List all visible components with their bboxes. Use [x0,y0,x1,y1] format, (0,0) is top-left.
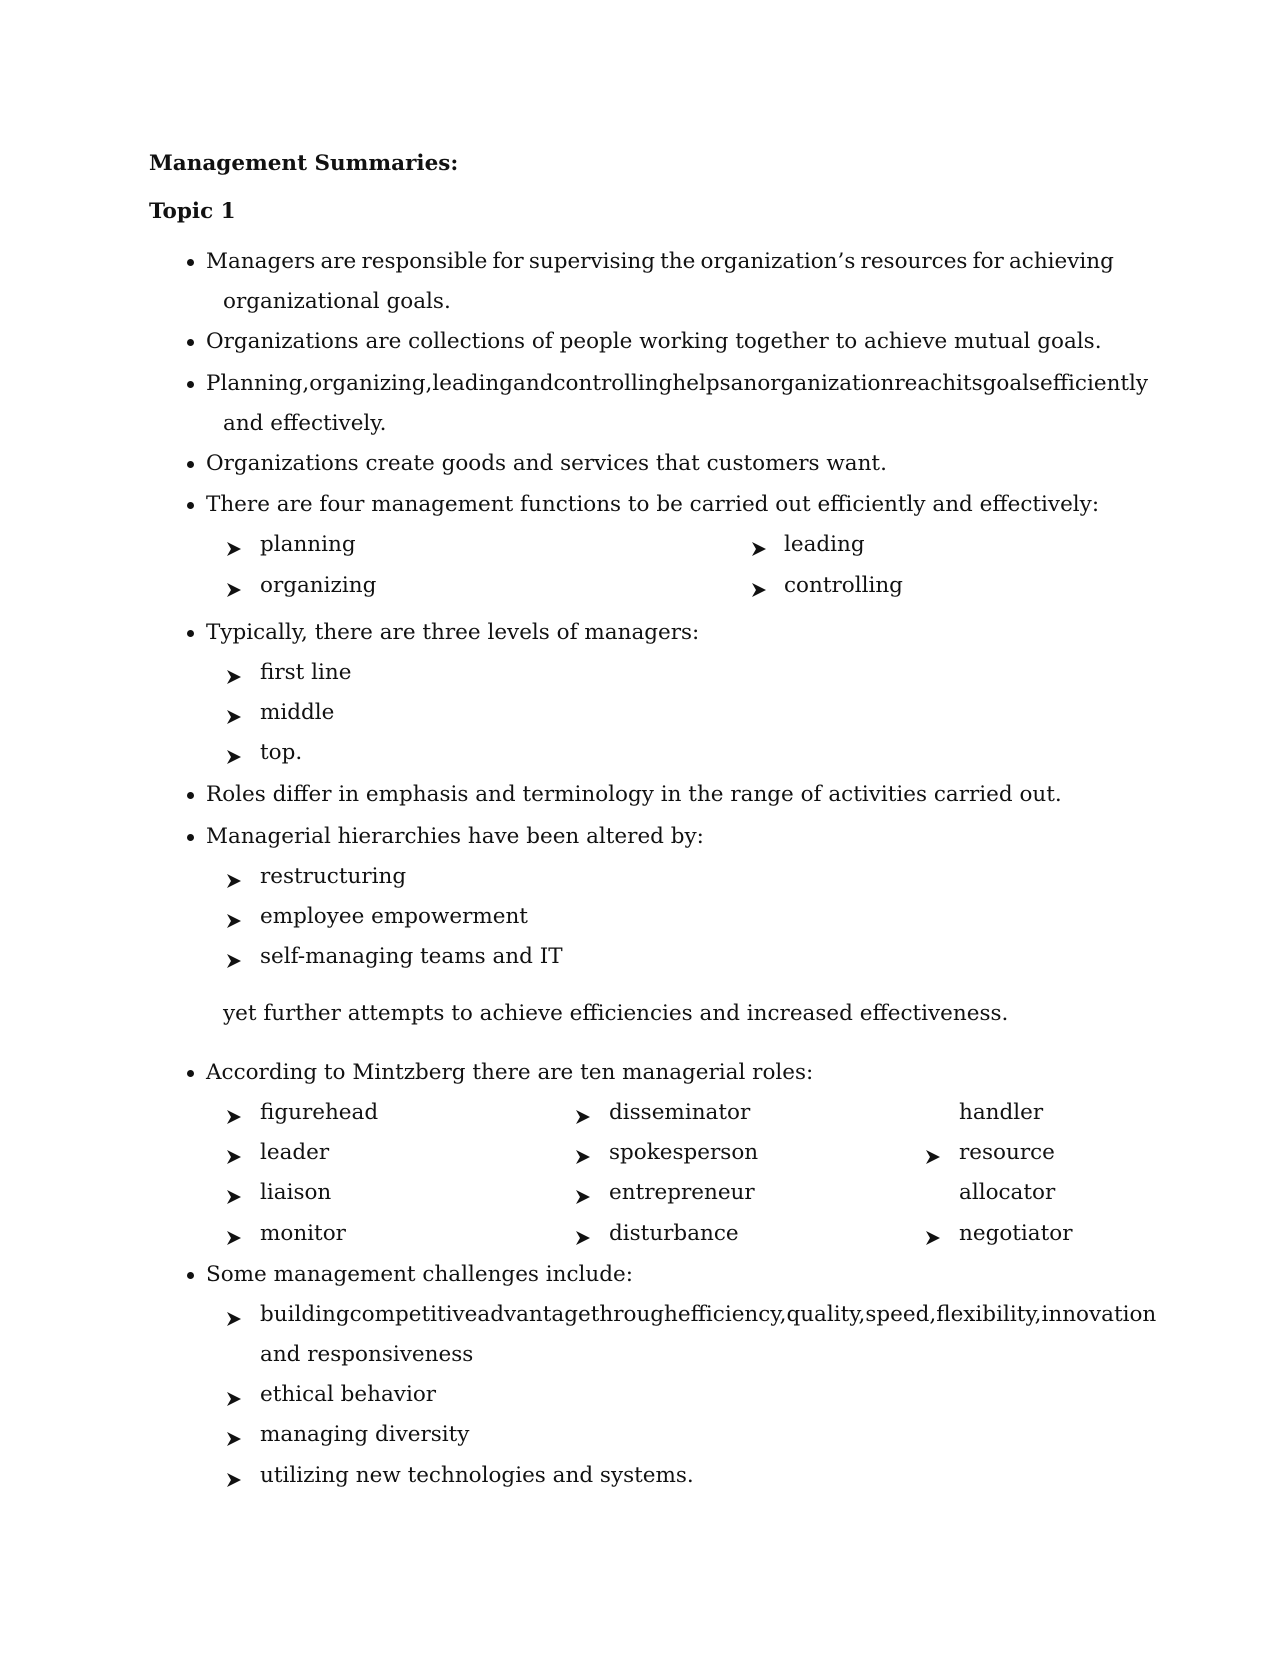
role-item: leader [260,1140,330,1165]
bullet-icon [187,502,194,509]
bullet-icon [187,1070,194,1077]
word: for [492,249,524,274]
level-item: first line [260,660,352,685]
arrow-bullet-icon [226,541,242,557]
word: controlling [553,371,673,396]
arrow-bullet-icon [751,541,767,557]
arrow-bullet-icon [226,749,242,765]
word: organization [757,371,895,396]
bullet-icon [187,1272,194,1279]
role-item: disturbance [609,1221,739,1246]
alteration-item: self-managing teams and IT [260,944,563,969]
arrow-bullet-icon [226,1189,242,1205]
role-item: entrepreneur [609,1180,755,1205]
arrow-bullet-icon [575,1230,591,1246]
challenge-item: managing diversity [260,1422,470,1447]
word: and [513,371,554,396]
arrow-bullet-icon [575,1149,591,1165]
word: resources [860,249,968,274]
word: advantage [477,1302,591,1327]
bullet-functions: There are four management functions to be carried out efficiently and effectively: [206,492,1100,517]
word: helps [672,371,731,396]
word: through [590,1302,678,1327]
word: organizing, [309,371,433,396]
word: efficiently [1040,371,1149,396]
challenge-item-line1 [260,1302,1157,1327]
document-title: Management Summaries: [149,151,459,176]
bullet-planning-line2: and effectively. [223,411,387,436]
bullet-icon [187,792,194,799]
bullet-icon [187,259,194,266]
arrow-bullet-icon [226,1472,242,1488]
role-item: spokesperson [609,1140,759,1165]
function-item: leading [784,532,865,557]
bullet-levels: Typically, there are three levels of managers: [206,620,700,645]
arrow-bullet-icon [226,582,242,598]
function-item: planning [260,532,356,557]
arrow-bullet-icon [226,709,242,725]
word: flexibility, [936,1302,1042,1327]
arrow-bullet-icon [226,1109,242,1125]
bullet-icon [187,339,194,346]
challenge-item-line2: and responsiveness [260,1342,474,1367]
bullet-icon [187,630,194,637]
challenge-item: utilizing new technologies and systems. [260,1463,694,1488]
role-item-continuation: allocator [959,1180,1056,1205]
word: Managers [206,249,316,274]
role-item: figurehead [260,1100,379,1125]
arrow-bullet-icon [226,1431,242,1447]
role-item: disseminator [609,1100,751,1125]
word: efficiency, [677,1302,787,1327]
word: building [260,1302,350,1327]
word: speed, [865,1302,937,1327]
bullet-planning-line1 [206,371,1149,396]
word: competitive [349,1302,478,1327]
bullet-mintzberg: According to Mintzberg there are ten managerial roles: [206,1060,814,1085]
arrow-bullet-icon [575,1189,591,1205]
word: goals [982,371,1041,396]
challenge-item: ethical behavior [260,1382,437,1407]
word: the [660,249,696,274]
bullet-goods: Organizations create goods and services that customers want. [206,451,887,476]
bullet-roles-differ: Roles differ in emphasis and terminology in the range of activities carried out. [206,782,1062,807]
word: innovation [1041,1302,1157,1327]
level-item: middle [260,700,335,725]
arrow-bullet-icon [226,873,242,889]
alteration-item: employee empowerment [260,904,528,929]
word: an [730,371,758,396]
word: leading [432,371,514,396]
role-item: liaison [260,1180,332,1205]
level-item: top. [260,740,303,765]
role-item: negotiator [959,1221,1073,1246]
bullet-managers-line1 [206,251,1114,273]
arrow-bullet-icon [925,1149,941,1165]
word: quality, [786,1302,866,1327]
arrow-bullet-icon [226,1391,242,1407]
function-item: organizing [260,573,377,598]
word: Planning, [206,371,310,396]
word: its [956,371,983,396]
word: reach [894,371,957,396]
alteration-item: restructuring [260,864,407,889]
arrow-bullet-icon [226,669,242,685]
arrow-bullet-icon [226,1230,242,1246]
arrow-bullet-icon [226,1149,242,1165]
arrow-bullet-icon [751,582,767,598]
bullet-icon [187,381,194,388]
bullet-icon [187,461,194,468]
bullet-managers-line2: organizational goals. [223,289,451,314]
word: achieving [1008,249,1114,274]
bullet-hierarchies: Managerial hierarchies have been altered by: [206,824,704,849]
word: are [320,249,357,274]
word: supervising [528,249,655,274]
bullet-icon [187,834,194,841]
bullet-challenges: Some management challenges include: [206,1262,634,1287]
role-item: monitor [260,1221,346,1246]
role-item: resource [959,1140,1055,1165]
word: organization’s [700,249,856,274]
hierarchies-tail: yet further attempts to achieve efficiencies and increased effectiveness. [223,1001,1009,1026]
function-item: controlling [784,573,903,598]
word: for [972,249,1004,274]
arrow-bullet-icon [575,1109,591,1125]
word: responsible [361,249,488,274]
role-item-continuation: handler [959,1100,1044,1125]
bullet-organizations: Organizations are collections of people working together to achieve mutual goals. [206,329,1102,354]
arrow-bullet-icon [226,953,242,969]
arrow-bullet-icon [226,913,242,929]
topic-heading: Topic 1 [149,199,236,224]
arrow-bullet-icon [226,1311,242,1327]
arrow-bullet-icon [925,1230,941,1246]
